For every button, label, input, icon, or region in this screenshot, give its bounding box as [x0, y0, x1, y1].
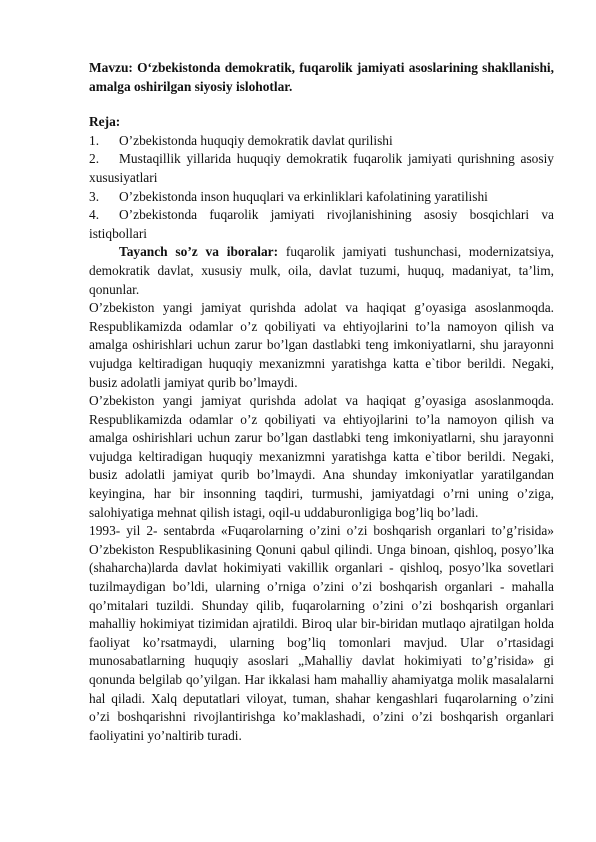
plan-item-number: 1.	[89, 132, 100, 148]
document-title: Mavzu: O‘zbekistonda demokratik, fuqarolik jamiyati asoslarining shakllanishi, amalga oshirilgan siyosiy islohotlar.	[89, 60, 554, 94]
keywords-text: fuqarolik jamiyati tushunchasi, modernizatsiya, demokratik davlat, xususiy mulk, oila, davlat tuzumi, huquq, madaniyat, ta’lim, qonunlar.	[89, 244, 554, 297]
plan-item-2	[89, 150, 554, 187]
plan-item-number: 2.	[89, 151, 100, 167]
body-paragraph-3: 1993- yil 2- sentabrda «Fuqarolarning o’zini o’zi boshqarish organlari to’g’risida» O’zbekiston Respublikasining Qonuni qabul qilindi. Unga binoan, qishloq, posyo’lka (shaharcha)larda davlat hokimiyati vakillik organlari - qishloq, posyo’lka sovetlari tuzilmaydigan bo’ldi, ularning o’rniga o’zini o’zi boshqarish organlari - mahalla qo’mitalari tuzildi. Shunday qilib, fuqarolarning o’zini o’zi boshqarish organlari mahalliy hokimiyat tizimidan ajratildi. Biroq ular bir-biridan mutlaqo ajratilgan holda faoliyat ko’rsatmaydi, ularning bog’liq tomonlari mavjud. Ular o’rtasidagi munosabatlarning huquqiy asoslari „Mahalliy davlat hokimiyati to’g’risida» gi qonunda belgilab qo’yilgan. Har ikkalasi ham mahalliy ahamiyatga molik masalalarni hal qiladi. Xalq deputatlari viloyat, tuman, shahar kengashlari fuqarolarning o’zini o’zi boshqarishni rivojlantirishga ko’maklashadi, o’zini o’zi boshqarish organlari faoliyatini yo’naltirib turadi.	[89, 523, 554, 743]
plan-item-number: 3.	[89, 188, 100, 204]
plan-item-3	[89, 188, 554, 207]
plan-item-1	[89, 132, 554, 151]
plan-item-text: Mustaqillik yillarida huquqiy demokratik fuqarolik jamiyati qurishning asosiy xususiyatlari	[89, 151, 554, 185]
keywords-label: Tayanch so’z va iboralar:	[119, 244, 279, 260]
plan-item-text: O’zbekistonda huquqiy demokratik davlat qurilishi	[119, 132, 393, 148]
body-paragraph-2: O’zbekiston yangi jamiyat qurishda adolat va haqiqat g’oyasiga asoslanmoqda. Respublikamizda odamlar o’z qobiliyati va ehtiyojlarini to’la namoyon qilish va amalga oshirishlari uchun zarur bo’lgan dastlabki teng imkoniyatlarni, shu jarayonni vujudga keltiradigan huquqiy mexanizmni yaratishga katta e`tibor berildi. Negaki, busiz adolatli jamiyat qurib bo’lmaydi. Ana shunday imkoniyatlar yaratilgandan keyingina, har bir insonning taqdiri, turmushi, jamiyatdagi o’rni uning o’ziga, salohiyatiga mehnat qilish istagi, oqil-u uddaburonligiga bog’liq bo’ladi.	[89, 393, 554, 520]
plan-item-number: 4.	[89, 207, 100, 223]
plan-item-text: O’zbekistonda fuqarolik jamiyati rivojlanishining asosiy bosqichlari va istiqbollari	[89, 207, 554, 241]
spacer	[89, 96, 554, 113]
body-paragraph-1: O’zbekiston yangi jamiyat qurishda adolat va haqiqat g’oyasiga asoslanmoqda. Respublikamizda odamlar o’z qobiliyati va ehtiyojlarini to’la namoyon qilish va amalga oshirishlari uchun zarur bo’lgan dastlabki teng imkoniyatlarni, shu jarayonni vujudga keltiradigan huquqiy mexanizmni yaratishga katta e`tibor berildi. Negaki, busiz adolatli jamiyat qurib bo’lmaydi.	[89, 300, 554, 390]
keywords-paragraph	[89, 243, 554, 299]
plan-item-text: O’zbekistonda inson huquqlari va erkinliklari kafolatining yaratilishi	[119, 188, 488, 204]
plan-item-4	[89, 206, 554, 243]
plan-heading: Reja:	[89, 114, 121, 130]
